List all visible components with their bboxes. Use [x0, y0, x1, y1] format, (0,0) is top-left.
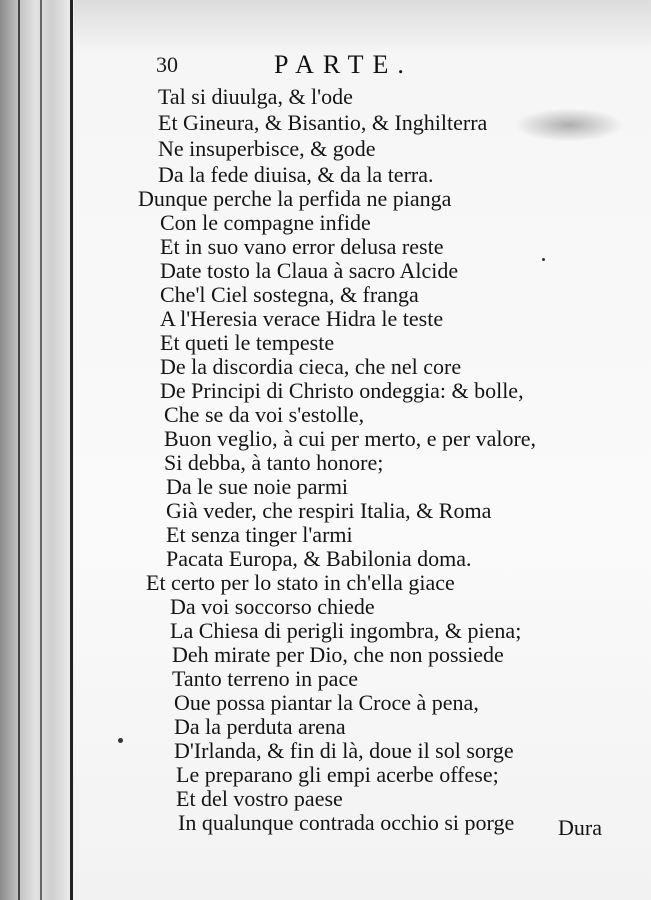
binding-edge-line [40, 0, 42, 900]
book-binding-gutter [0, 0, 74, 900]
binding-edge-line [70, 0, 73, 900]
verse-line: Et senza tinger l'armi [166, 522, 353, 547]
verse-line: Et queti le tempeste [160, 330, 335, 355]
ink-speck [542, 258, 545, 261]
running-head: PARTE. [274, 50, 413, 79]
verse-line: De Principi di Christo ondeggia: & bolle, [160, 378, 524, 403]
verse-line: A l'Heresia verace Hidra le teste [160, 306, 444, 331]
page-header [74, 52, 651, 86]
verse-line: Le preparano gli empi acerbe offese; [176, 762, 499, 787]
verse-line: D'Irlanda, & fin di là, doue il sol sorge [174, 738, 514, 763]
verse-line: Da la perduta arena [174, 714, 346, 739]
catchword: Dura [558, 815, 602, 840]
verse-line: Ne insuperbisce, & gode [158, 136, 376, 161]
verse-line: Et certo per lo stato in ch'ella giace [146, 570, 455, 595]
verse-line: Pacata Europa, & Babilonia doma. [166, 546, 472, 571]
verse-line: Già veder, che respiri Italia, & Roma [166, 498, 492, 523]
verse-line: Si debba, à tanto honore; [164, 450, 384, 475]
verse-line: La Chiesa di perigli ingombra, & piena; [170, 618, 522, 643]
ink-speck [118, 738, 123, 743]
verse-line: Da voi soccorso chiede [170, 594, 375, 619]
verse-line: Dunque perche la perfida ne pianga [138, 186, 452, 211]
verse-line: Che se da voi s'estolle, [164, 402, 365, 427]
verse-line: Et del vostro paese [176, 786, 343, 811]
verse-line: In qualunque contrada occhio si porge [178, 810, 515, 835]
book-page [74, 0, 651, 900]
verse-line: Da le sue noie parmi [166, 474, 349, 499]
verse-line: Che'l Ciel sostegna, & franga [160, 282, 419, 307]
verse-line: Da la fede diuisa, & da la terra. [158, 162, 434, 187]
verse-line: De la discordia cieca, che nel core [160, 354, 462, 379]
page-number: 30 [156, 52, 178, 77]
verse-line: Con le compagne infide [160, 210, 371, 235]
verse-line: Deh mirate per Dio, che non possiede [172, 642, 504, 667]
verse-line: Buon veglio, à cui per merto, e per valore, [164, 426, 537, 451]
binding-edge-line [18, 0, 20, 900]
verse-line: Oue possa piantar la Croce à pena, [174, 690, 479, 715]
verse-line: Et Gineura, & Bisantio, & Inghilterra [158, 110, 488, 135]
ink-smudge [514, 108, 624, 142]
verse-line: Date tosto la Claua à sacro Alcide [160, 258, 459, 283]
verse-line: Tanto terreno in pace [172, 666, 358, 691]
verse-line: Et in suo vano error delusa reste [160, 234, 444, 259]
verse-line: Tal si diuulga, & l'ode [158, 84, 353, 109]
